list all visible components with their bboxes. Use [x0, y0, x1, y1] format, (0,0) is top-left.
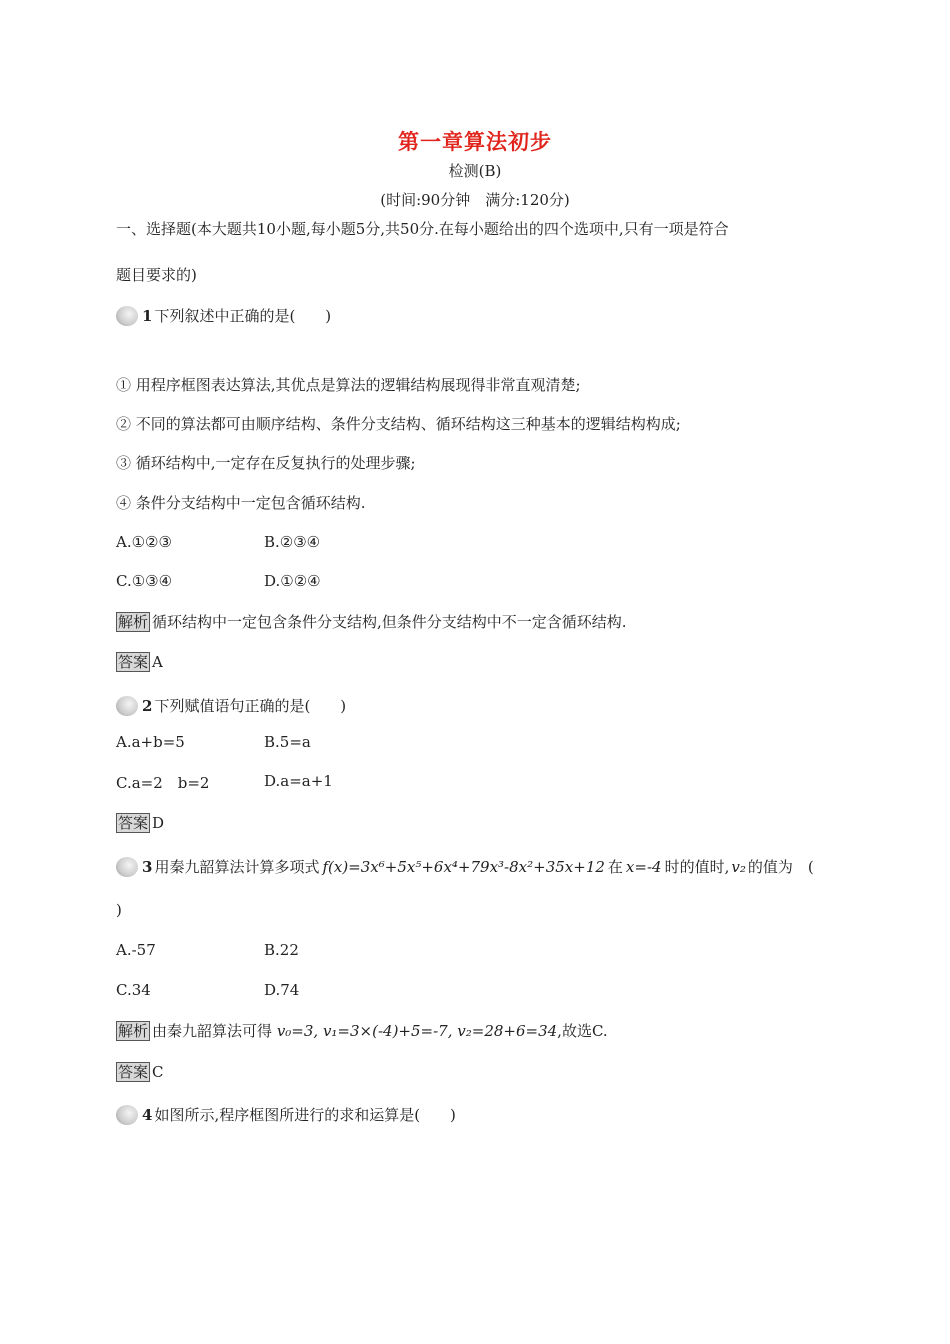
q2-answer — [116, 812, 164, 833]
page-title: 第一章算法初步 — [398, 129, 552, 154]
q3-variable: v₂ — [731, 857, 746, 876]
q1-statement-4: ④ 条件分支结构中一定包含循环结构. — [116, 494, 366, 512]
q1-answer — [116, 651, 163, 672]
q2-option-d: D.a=a+1 — [264, 772, 333, 790]
q3-option-a: A.-57 — [116, 941, 156, 959]
time-info: (时间:90分钟 满分:120分) — [380, 191, 570, 209]
q3-answer — [116, 1061, 164, 1082]
question-4-header — [116, 1104, 456, 1125]
section-intro-line2: 题目要求的) — [116, 266, 197, 284]
q1-statement-1: ① 用程序框图表达算法,其优点是算法的逻辑结构展现得非常直观清楚; — [116, 376, 581, 394]
question-2-header — [116, 695, 346, 716]
answer-tag: 答案 — [118, 814, 149, 832]
q1-option-d: D.①②④ — [264, 572, 321, 590]
question-number: 3 — [142, 857, 153, 876]
q3-stem-line2: ) — [116, 901, 122, 919]
question-marker-icon — [116, 696, 138, 716]
analysis-text-pre: 由秦九韶算法可得 — [152, 1022, 273, 1040]
q3-option-b: B.22 — [264, 941, 299, 959]
analysis-tag: 解析 — [118, 1022, 149, 1040]
answer-text: A — [152, 653, 163, 671]
section-intro-line1: 一、选择题(本大题共10小题,每小题5分,共50分.在每小题给出的四个选项中,只有一项是符合 — [116, 220, 729, 238]
question-number: 2 — [142, 696, 153, 715]
question-marker-icon — [116, 1105, 138, 1125]
question-marker-icon — [116, 306, 138, 326]
analysis-text-post: ,故选C. — [557, 1022, 608, 1040]
q3-stem-end: 的值为 ( — [747, 858, 814, 876]
q3-analysis — [116, 1020, 608, 1041]
q3-condition: x=-4 — [625, 857, 662, 876]
question-stem: 下列赋值语句正确的是( ) — [154, 697, 347, 715]
q3-polynomial: f(x)=3x⁶+5x⁵+6x⁴+79x³-8x²+35x+12 — [322, 857, 605, 876]
q3-stem-pre: 用秦九韶算法计算多项式 — [154, 858, 320, 876]
analysis-tag: 解析 — [118, 613, 149, 631]
answer-tag: 答案 — [118, 653, 149, 671]
q1-analysis — [116, 611, 627, 632]
q3-stem-post: 时的值时, — [664, 858, 730, 876]
question-stem: 下列叙述中正确的是( ) — [154, 307, 332, 325]
q3-option-d: D.74 — [264, 981, 300, 999]
q3-stem-mid: 在 — [607, 858, 623, 876]
q1-option-b: B.②③④ — [264, 533, 321, 551]
q1-option-a: A.①②③ — [116, 533, 172, 551]
analysis-math: v₀=3, v₁=3×(-4)+5=-7, v₂=28+6=34 — [276, 1022, 558, 1040]
question-1-header — [116, 305, 331, 326]
page-subtitle: 检测(B) — [448, 162, 502, 180]
question-marker-icon — [116, 857, 138, 877]
question-number: 1 — [142, 306, 153, 325]
q1-statement-3: ③ 循环结构中,一定存在反复执行的处理步骤; — [116, 454, 416, 472]
analysis-text: 循环结构中一定包含条件分支结构,但条件分支结构中不一定含循环结构. — [152, 613, 627, 631]
question-stem: 如图所示,程序框图所进行的求和运算是( ) — [154, 1106, 456, 1124]
q2-option-b: B.5=a — [264, 733, 311, 751]
q3-option-c: C.34 — [116, 981, 151, 999]
q1-option-c: C.①③④ — [116, 572, 173, 590]
q2-option-a: A.a+b=5 — [116, 733, 185, 751]
answer-text: C — [152, 1063, 164, 1081]
q1-statement-2: ② 不同的算法都可由顺序结构、条件分支结构、循环结构这三种基本的逻辑结构构成; — [116, 415, 681, 433]
answer-tag: 答案 — [118, 1063, 149, 1081]
q2-option-c: C.a=2 b=2 — [116, 774, 210, 792]
answer-text: D — [152, 814, 165, 832]
question-number: 4 — [142, 1105, 153, 1124]
question-3-header — [116, 856, 814, 877]
